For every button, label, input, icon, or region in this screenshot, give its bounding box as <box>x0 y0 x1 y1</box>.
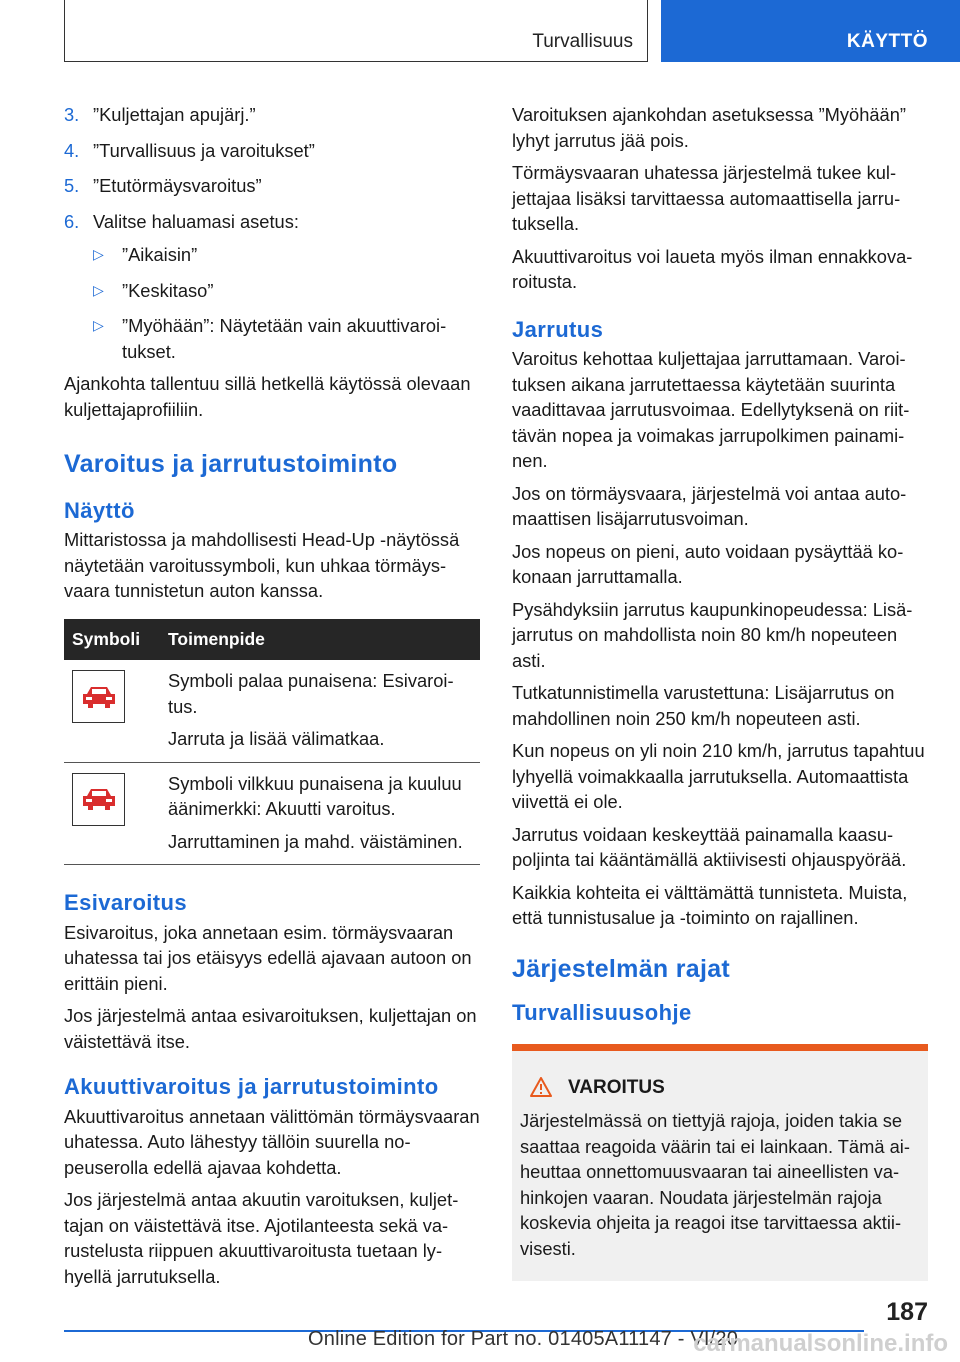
car-warning-icon <box>72 670 125 723</box>
option-text: ”Aikaisin” <box>122 244 198 265</box>
paragraph: Pysähdyksiin jarrutus kaupunkinopeudessa: Lisäjarrutus on mahdollista noin 80 km/h nopeuteen asti. <box>512 598 913 671</box>
table-row <box>64 762 480 865</box>
step-item <box>64 138 480 164</box>
paragraph: Jarrutus voidaan keskeyttää painamalla kaasupoljinta tai kääntämällä aktiivisesti ohjauspyörää. <box>512 823 907 870</box>
heading-safety-note: Turvallisuusohje <box>512 1000 692 1025</box>
step-text: ”Etutörmäysvaroitus” <box>93 175 262 196</box>
option-text: ”Keskitaso” <box>122 279 214 301</box>
paragraph: Jos nopeus on pieni, auto voidaan pysäyttää kokonaan jarruttamalla. <box>512 540 904 587</box>
option-item <box>93 242 480 268</box>
chapter-tab-label: KÄYTTÖ <box>846 31 928 52</box>
paragraph: Jos on törmäysvaara, järjestelmä voi antaa automaattisen lisäjarrutusvoiman. <box>512 482 907 529</box>
warning-box <box>512 1044 928 1282</box>
warning-title: VAROITUS <box>568 1076 665 1098</box>
triangle-bullet-icon: ▷ <box>93 317 104 333</box>
footer-edition-text: Online Edition for Part no. 01405A11147 - VI/20 <box>308 1328 739 1350</box>
table-cell-text: Symboli palaa punaisena: Esivaroitus. <box>168 670 454 717</box>
table-header-symbol: Symboli <box>64 619 160 661</box>
watermark-text: carmanualsonline.info <box>693 1330 948 1357</box>
paragraph: Akuuttivaroitus voi laueta myös ilman ennakkovaroitusta. <box>512 245 913 292</box>
step-text: ”Kuljettajan apujärj.” <box>93 104 256 125</box>
step-item <box>64 102 480 128</box>
table-header-action: Toimenpide <box>160 619 480 661</box>
option-text: ”Myöhään”: Näytetään vain akuuttivaroitukset. <box>122 315 447 362</box>
paragraph: Kun nopeus on yli noin 210 km/h, jarrutus tapahtuu lyhyellä voimakkaalla jarrutuksella. Automaattista viivettä ei ole. <box>512 740 925 812</box>
warning-triangle-icon <box>530 1077 552 1097</box>
table-row <box>64 660 480 762</box>
paragraph: Jos järjestelmä antaa akuutin varoituksen, kuljettajan on väistettävä itse. Ajotilanteesta sekä varustelusta riippuen akuuttivaroitusta tuetaan lyhyellä jarrutuksella. <box>64 1189 459 1287</box>
heading-prewarning: Esivaroitus <box>64 890 188 915</box>
step-item <box>64 209 480 365</box>
paragraph: Tutkatunnistimella varustettuna: Lisäjarrutus on mahdollinen noin 250 km/h nopeuteen asti. <box>512 682 895 729</box>
heading-display: Näyttö <box>64 497 135 523</box>
paragraph: Mittaristossa ja mahdollisesti Head-Up -näytössä näytetään varoitussymboli, kun uhkaa törmäysvaara tunnistetun auton kanssa. <box>64 529 460 601</box>
option-item <box>93 313 480 364</box>
chapter-tab[interactable] <box>661 0 960 62</box>
heading-braking: Jarrutus <box>512 316 604 342</box>
symbol-table <box>64 619 480 866</box>
paragraph: Törmäysvaaran uhatessa järjestelmä tukee kuljettajaa lisäksi tarvittaessa automaattisella jarrutuksella. <box>512 162 901 234</box>
step-number: 4. <box>64 139 80 161</box>
heading-warning-braking: Varoitus ja jarrutustoiminto <box>64 450 398 478</box>
step-text: Valitse haluamasi asetus: <box>93 210 299 232</box>
step-item <box>64 173 480 199</box>
step-text: ”Turvallisuus ja varoitukset” <box>93 139 315 161</box>
step-list <box>64 102 480 364</box>
paragraph: Esivaroitus, joka annetaan esim. törmäysvaaran uhatessa tai jos etäisyys edellä ajavaan autoon on erittäin pieni. <box>64 921 472 994</box>
option-list <box>93 242 480 364</box>
paragraph: Varoituksen ajankohdan asetuksessa ”Myöhään” lyhyt jarrutus jää pois. <box>512 104 906 151</box>
triangle-bullet-icon: ▷ <box>93 246 104 262</box>
paragraph: Ajankohta tallentuu sillä hetkellä käytössä olevaan kuljettajaprofiiliin. <box>64 373 471 420</box>
paragraph: Varoitus kehottaa kuljettajaa jarruttamaan. Varoituksen aikana jarrutettaessa käytetään suurinta vaadittavaa jarrutusvoimaa. Edellytyksenä on riittävän nopea ja voimakas jarrupolkimen painaminen. <box>512 348 910 471</box>
paragraph: Akuuttivaroitus annetaan välittömän törmäysvaaran uhatessa. Auto lähestyy tällöin suurella nopeuserolla edellä ajavaa kohdetta. <box>64 1105 480 1178</box>
option-item <box>93 278 480 304</box>
left-column <box>64 102 480 1296</box>
heading-system-limits: Järjestelmän rajat <box>512 954 731 983</box>
car-warning-icon <box>72 773 125 826</box>
table-cell-text: Symboli vilkkuu punaisena ja kuuluu äänimerkki: Akuutti varoitus. <box>168 772 462 819</box>
step-number: 3. <box>64 104 80 125</box>
triangle-bullet-icon: ▷ <box>93 281 104 298</box>
section-title: Turvallisuus <box>532 31 633 52</box>
paragraph: Kaikkia kohteita ei välttämättä tunnisteta. Muista, että tunnistusalue ja -toiminto on rajallinen. <box>512 881 908 928</box>
step-number: 5. <box>64 175 80 196</box>
warning-text: Järjestelmässä on tiettyjä rajoja, joiden takia se saattaa reagoida väärin tai ei lainkaan. Tämä aiheuttaa onnettomuusvaaran tai aineellisten vahinkojen vaaran. Noudata järjestelmän rajoja koskevia ohjeita ja reagoi itse tarvittaessa aktiivisesti. <box>520 1110 910 1259</box>
warning-bar <box>512 1044 928 1051</box>
table-cell-text: Jarruta ja lisää välimatkaa. <box>168 728 385 749</box>
step-number: 6. <box>64 210 80 232</box>
paragraph: Jos järjestelmä antaa esivaroituksen, kuljettajan on väistettävä itse. <box>64 1005 477 1052</box>
table-cell-text: Jarruttaminen ja mahd. väistäminen. <box>168 830 463 852</box>
heading-acute-warning: Akuuttivaroitus ja jarrutustoiminto <box>64 1074 439 1099</box>
right-column <box>512 102 928 1281</box>
header-section-box <box>64 0 648 62</box>
page-number: 187 <box>886 1298 928 1326</box>
